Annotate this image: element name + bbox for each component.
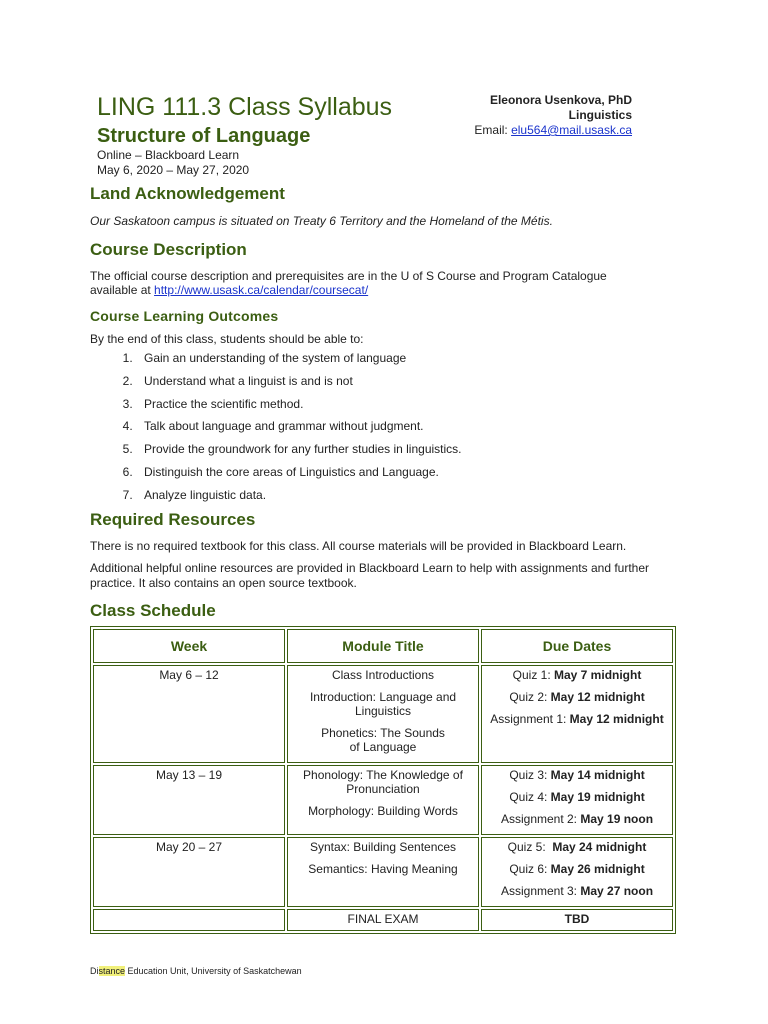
due-label: Quiz 3: — [509, 768, 551, 782]
due-value: May 24 midnight — [552, 840, 647, 854]
due-label: Assignment 3: — [500, 884, 581, 898]
email-line — [474, 123, 632, 138]
list-item: 2. Understand what a linguist is and is not — [136, 374, 680, 389]
instructor-block — [474, 93, 632, 138]
due-cell — [481, 909, 673, 931]
due-item — [482, 790, 672, 804]
description-prefix: available at — [90, 283, 155, 297]
module-title: Semantics: Having Meaning — [308, 862, 458, 876]
list-item: 3. Practice the scientific method. — [136, 397, 680, 412]
outcomes-list — [90, 351, 680, 502]
description-text-line1: The official course description and prerequisites are in the U of S Course and Program Catalogue — [90, 268, 607, 283]
due-value: May 12 midnight — [550, 690, 645, 704]
due-item — [482, 712, 672, 726]
email-link[interactable]: elu564@mail.usask.ca — [511, 123, 632, 137]
description-text-line2 — [90, 283, 680, 298]
module-title: Class Introductions — [331, 668, 435, 682]
due-value: May 12 midnight — [569, 712, 664, 726]
schedule-heading: Class Schedule — [90, 601, 216, 621]
page-title: LING 111.3 Class Syllabus — [97, 93, 393, 121]
due-value: May 19 midnight — [550, 790, 645, 804]
delivery-mode: Online – Blackboard Learn — [97, 148, 240, 162]
table-row — [93, 909, 673, 931]
module-cell — [287, 837, 479, 907]
table-row — [93, 765, 673, 835]
module-cell — [287, 909, 479, 931]
due-cell — [481, 765, 673, 835]
resources-heading: Required Resources — [90, 509, 256, 529]
due-value: May 14 midnight — [550, 768, 645, 782]
schedule-table — [90, 626, 676, 934]
week-cell — [93, 665, 285, 763]
course-dates: May 6, 2020 – May 27, 2020 — [97, 163, 250, 177]
footer-highlight: stance — [98, 966, 126, 976]
due-item — [482, 862, 672, 876]
due-item — [482, 912, 672, 926]
list-item: 5. Provide the groundwork for any further studies in linguistics. — [136, 442, 680, 457]
page-subtitle: Structure of Language — [97, 125, 311, 147]
list-item: 6. Distinguish the core areas of Linguistics and Language. — [136, 465, 680, 480]
module-title: Phonology: The Knowledge of Pronunciation — [303, 768, 463, 796]
page-footer — [90, 966, 302, 976]
due-value: May 7 midnight — [554, 668, 642, 682]
due-value: May 26 midnight — [550, 862, 645, 876]
week-cell — [93, 837, 285, 907]
table-header-row — [93, 629, 673, 663]
column-header-week: Week — [93, 629, 285, 663]
due-item — [482, 884, 672, 898]
due-value: May 19 noon — [580, 812, 654, 826]
email-label: Email: — [474, 123, 512, 137]
week-cell — [93, 765, 285, 835]
outcomes-heading: Course Learning Outcomes — [90, 307, 279, 324]
due-label: Quiz 1: — [512, 668, 554, 682]
module-title: Syntax: Building Sentences — [309, 840, 457, 854]
module-title: FINAL EXAM — [347, 912, 419, 926]
due-value: TBD — [564, 912, 590, 926]
due-item — [482, 690, 672, 704]
due-label: Assignment 1: — [490, 712, 570, 726]
land-heading: Land Acknowledgement — [90, 184, 285, 203]
department-name: Linguistics — [568, 108, 632, 122]
catalogue-link[interactable]: http://www.usask.ca/calendar/coursecat/ — [154, 283, 369, 297]
week-cell — [93, 909, 285, 931]
due-label: Quiz 2: — [509, 690, 551, 704]
due-item — [482, 768, 672, 782]
due-item — [482, 812, 672, 826]
due-cell — [481, 837, 673, 907]
list-item: 1. Gain an understanding of the system of language — [136, 351, 680, 366]
due-label: Quiz 5: — [507, 840, 553, 854]
table-row — [93, 837, 673, 907]
due-item — [482, 840, 672, 854]
due-value: May 27 noon — [580, 884, 654, 898]
column-header-module: Module Title — [287, 629, 479, 663]
week-label: May 13 – 19 — [155, 768, 223, 782]
module-cell — [287, 665, 479, 763]
land-text: Our Saskatoon campus is situated on Treaty 6 Territory and the Homeland of the Métis. — [90, 214, 553, 228]
module-title: Phonetics: The Sounds of Language — [321, 726, 445, 754]
module-title: Morphology: Building Words — [308, 804, 458, 818]
header-left — [97, 92, 457, 178]
main-content — [90, 183, 680, 622]
due-label: Quiz 6: — [509, 862, 551, 876]
due-item — [482, 668, 672, 682]
column-header-due: Due Dates — [481, 629, 673, 663]
table-row — [93, 665, 673, 763]
instructor-name: Eleonora Usenkova, PhD — [489, 93, 632, 107]
description-heading: Course Description — [90, 239, 247, 259]
footer-text: Education Unit, University of Saskatchewan — [125, 966, 302, 976]
module-cell — [287, 765, 479, 835]
footer-text: Di — [90, 966, 99, 976]
week-label: May 20 – 27 — [155, 840, 223, 854]
list-item: 4. Talk about language and grammar without judgment. — [136, 419, 680, 434]
module-title: Introduction: Language and Linguistics — [309, 690, 457, 718]
week-label: May 6 – 12 — [159, 668, 219, 682]
due-label: Quiz 4: — [509, 790, 551, 804]
outcomes-intro: By the end of this class, students should be able to: — [90, 331, 364, 346]
due-cell — [481, 665, 673, 763]
list-item: 7. Analyze linguistic data. — [136, 488, 680, 503]
resources-text-1: There is no required textbook for this class. All course materials will be provided in Blackboard Learn. — [90, 538, 627, 553]
due-label: Assignment 2: — [500, 812, 581, 826]
resources-text-2: Additional helpful online resources are provided in Blackboard Learn to help with assignments and further practice. It also contains an open source textbook. — [90, 561, 650, 590]
